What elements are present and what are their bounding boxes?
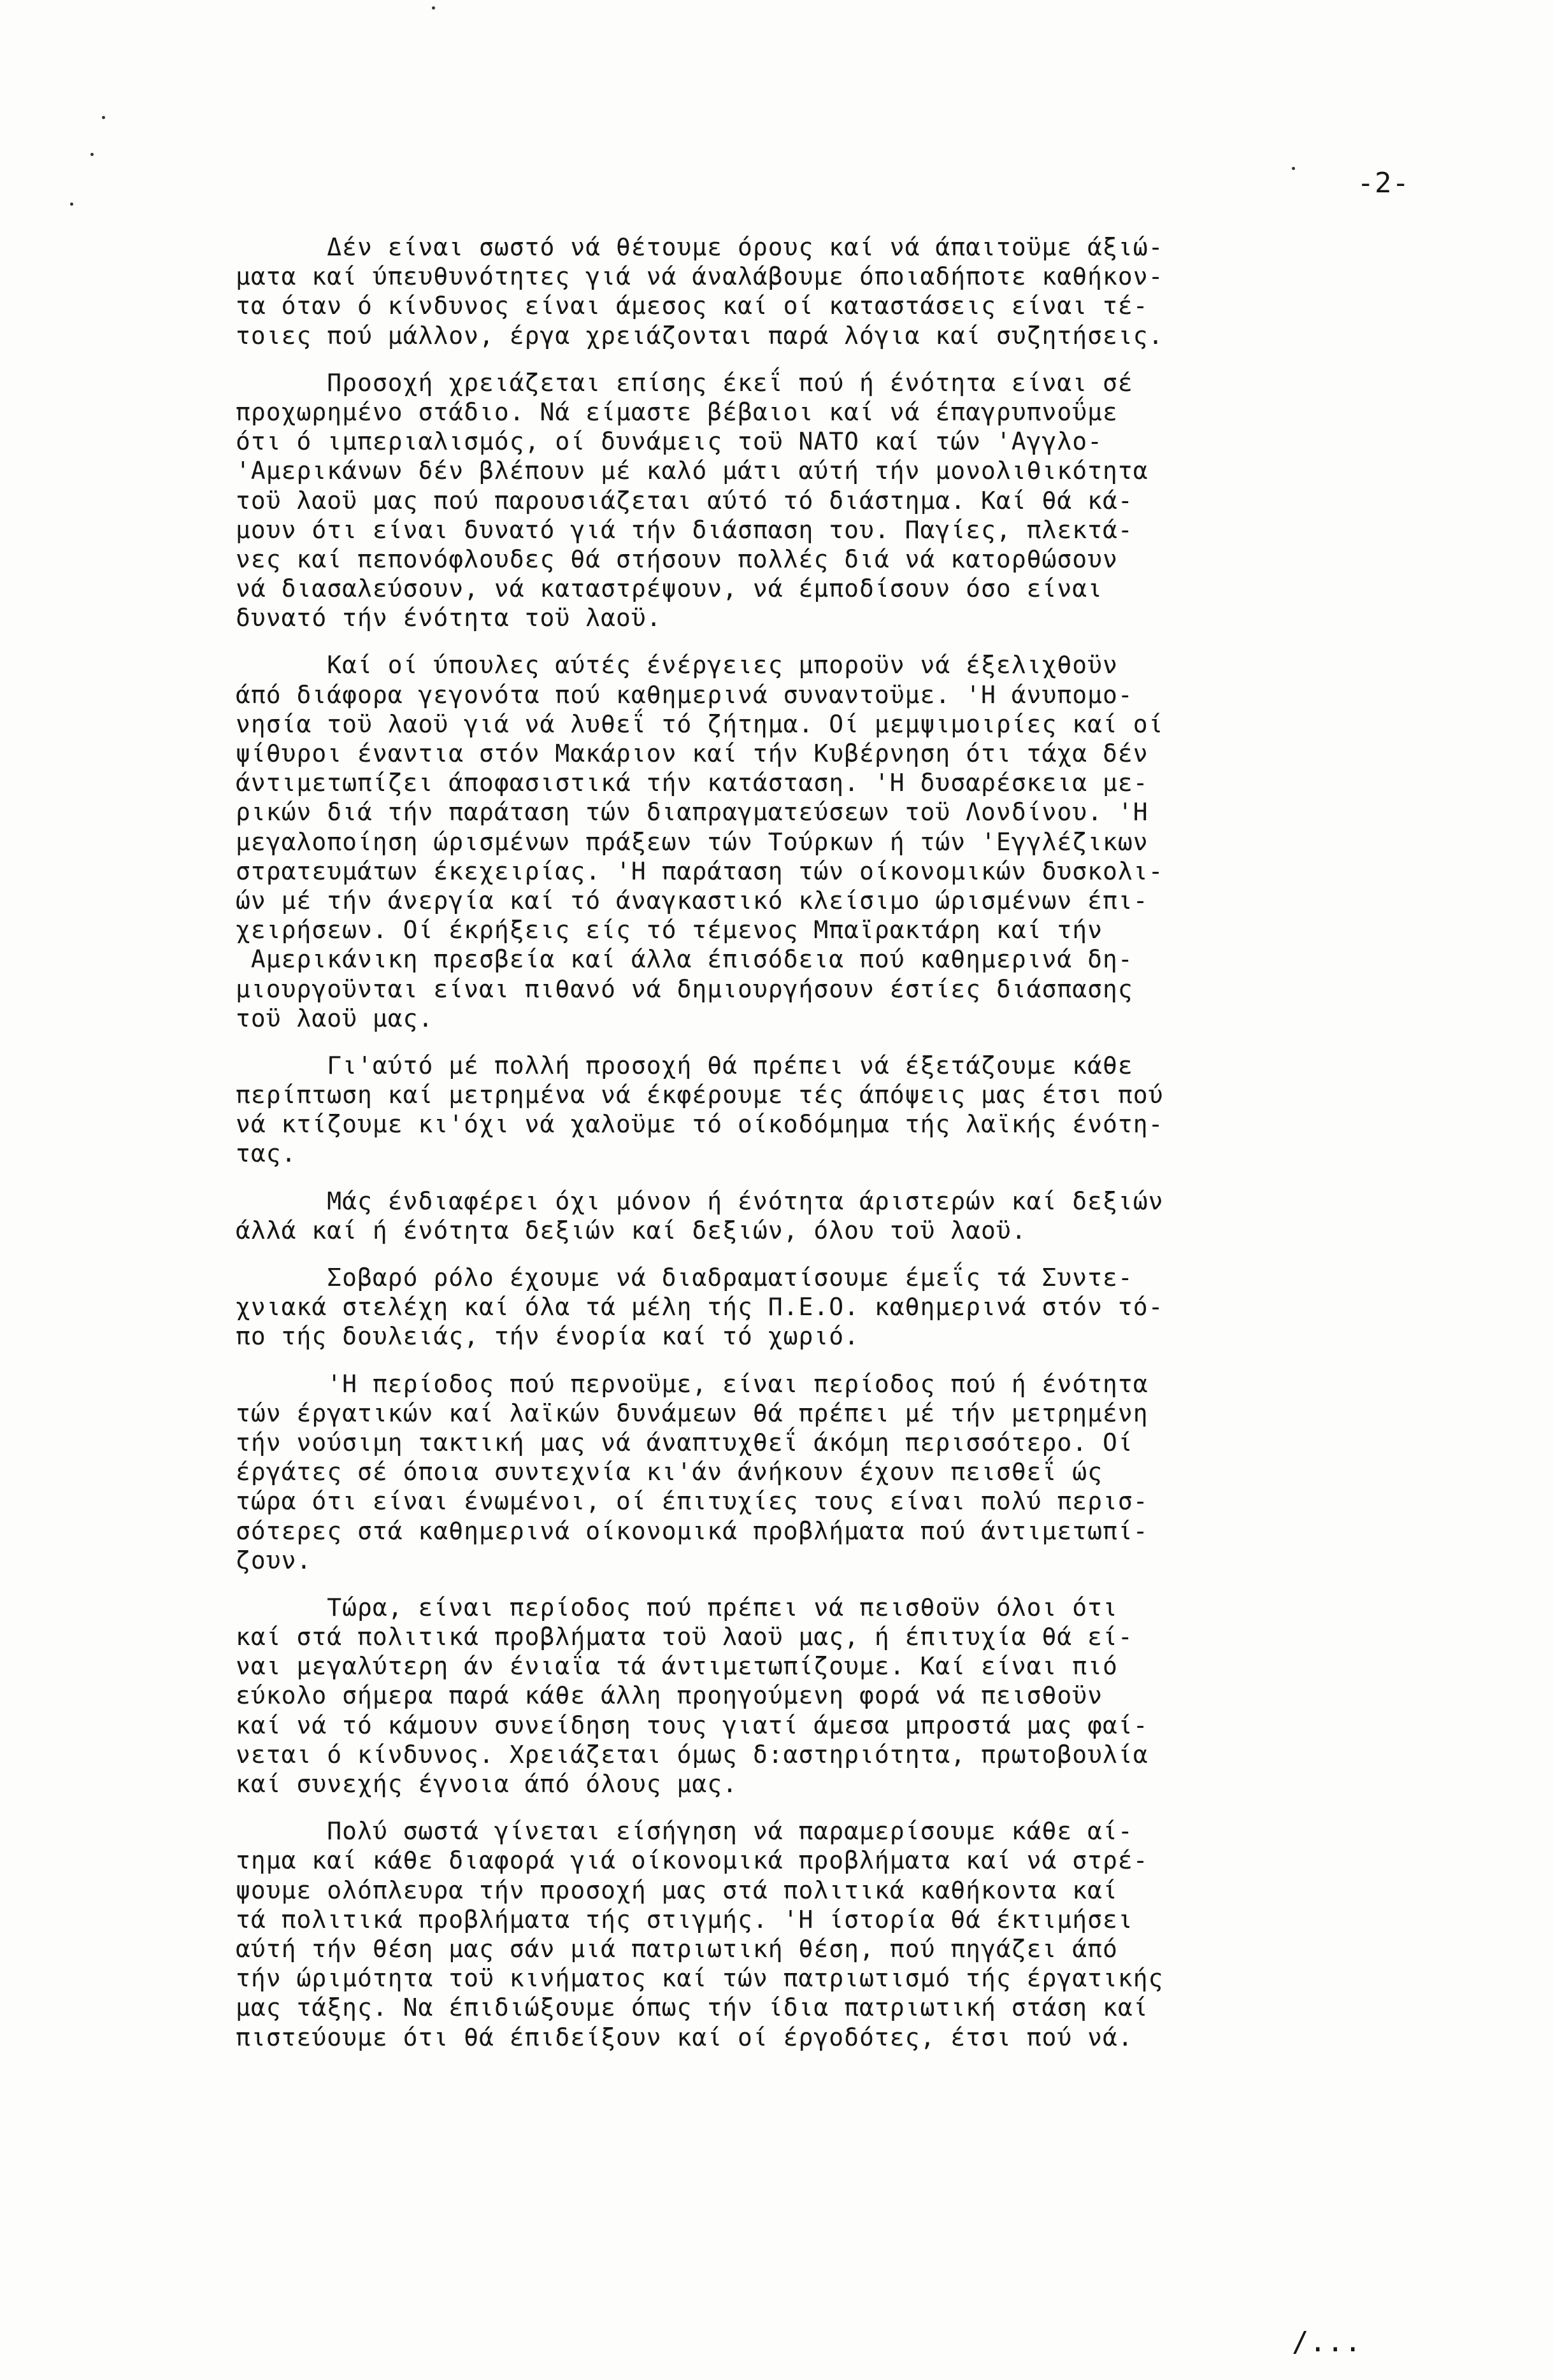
text-line: Μάς ένδιαφέρει όχι μόνον ή ένότητα άριστερών καί δεξιών [236, 1186, 1164, 1215]
ink-speck [90, 153, 94, 156]
text-line: άλλά καί ή ένότητα δεξιών καί δεξιών, όλου τοϋ λαοϋ. [236, 1216, 1027, 1244]
paragraph [236, 232, 1459, 350]
text-line: δυνατό τήν ένότητα τοϋ λαοϋ. [236, 604, 662, 632]
text-line: μιουργοϋνται είναι πιθανό νά δημιουργήσουν έστίες διάσπασης [236, 974, 1133, 1003]
text-line: νά κτίζουμε κι'όχι νά χαλοϋμε τό οίκοδόμημα τής λαϊκής ένότη- [236, 1110, 1164, 1139]
text-line: Αμερικάνικη πρεσβεία καί άλλα έπισόδεια πού καθημερινά δη- [236, 945, 1133, 974]
paragraph [236, 368, 1459, 633]
text-line: χνιακά στελέχη καί όλα τά μέλη τής Π.Ε.Ο. καθημερινά στόν τό- [236, 1293, 1164, 1322]
text-line: Προσοχή χρειάζεται επίσης έκεΐ πού ή ένότητα είναι σέ [236, 368, 1133, 397]
text-line: καί στά πολιτικά προβλήματα τοϋ λαοϋ μας, ή έπιτυχία θά εί- [236, 1623, 1133, 1651]
text-line: τοϋ λαοϋ μας. [236, 1004, 434, 1032]
text-line: τοιες πού μάλλον, έργα χρειάζονται παρά λόγια καί συζητήσεις. [236, 321, 1164, 350]
text-line: στρατευμάτων έκεχειρίας. 'Η παράταση τών οίκονομικών δυσκολι- [236, 857, 1164, 885]
paragraph [236, 1593, 1459, 1799]
text-line: άπό διάφορα γεγονότα πού καθημερινά συναντοϋμε. 'Η άνυπομο- [236, 680, 1133, 709]
text-line: ών μέ τήν άνεργία καί τό άναγκαστικό κλείσιμο ώρισμένων έπι- [236, 886, 1149, 915]
text-line: τώρα ότι είναι ένωμένοι, οί έπιτυχίες τους είναι πολύ περισ- [236, 1487, 1149, 1516]
paragraph [236, 1051, 1459, 1169]
text-line: νησία τοϋ λαοϋ γιά νά λυθεΐ τό ζήτημα. Οί μεμψιμοιρίες καί οί [236, 709, 1164, 738]
text-line: Καί οί ύπουλες αύτές ένέργειες μποροϋν νά έξελιχθοϋν [236, 651, 1118, 680]
text-line: μεγαλοποίηση ώρισμένων πράξεων τών Τούρκων ή τών 'Εγγλέζικων [236, 827, 1149, 856]
text-line: Πολύ σωστά γίνεται είσήγηση νά παραμερίσουμε κάθε αί- [236, 1817, 1133, 1846]
text-line: Γι'αύτό μέ πολλή προσοχή θά πρέπει νά έξετάζουμε κάθε [236, 1051, 1133, 1080]
text-line: προχωρημένο στάδιο. Νά είμαστε βέβαιοι καί νά έπαγρυπνοΰμε [236, 397, 1118, 426]
text-line: ρικών διά τήν παράταση τών διαπραγματεύσεων τοϋ Λονδίνου. 'Η [236, 798, 1149, 827]
text-line: αύτή τήν θέση μας σάν μιά πατριωτική θέση, πού πηγάζει άπό [236, 1934, 1118, 1963]
text-line: τών έργατικών καί λαϊκών δυνάμεων θά πρέπει μέ τήν μετρημένη [236, 1399, 1149, 1427]
text-line: άντιμετωπίζει άποφασιστικά τήν κατάσταση. 'Η δυσαρέσκεια με- [236, 769, 1149, 797]
text-line: τά πολιτικά προβλήματα τής στιγμής. 'Η ίστορία θά έκτιμήσει [236, 1905, 1133, 1934]
text-line: νεται ό κίνδυνος. Χρειάζεται όμως δ:αστηριότητα, πρωτοβουλία [236, 1740, 1149, 1769]
paragraph [236, 1186, 1459, 1245]
paragraph [236, 1369, 1459, 1575]
text-line: τήν νούσιμη τακτική μας νά άναπτυχθεΐ άκόμη περισσότερο. Οί [236, 1428, 1133, 1457]
document-body [236, 232, 1459, 2070]
text-line: περίπτωση καί μετρημένα νά έκφέρουμε τές άπόψεις μας έτσι πού [236, 1081, 1164, 1109]
text-line: χειρήσεων. Οί έκρήξεις είς τό τέμενος Μπαϊρακτάρη καί τήν [236, 916, 1103, 944]
text-line: ότι ό ιμπεριαλισμός, οί δυνάμεις τοϋ ΝΑΤΟ καί τών 'Αγγλο- [236, 427, 1103, 456]
text-line: πιστεύουμε ότι θά έπιδείξουν καί οί έργοδότες, έτσι πού νά. [236, 2023, 1133, 2051]
text-line: Τώρα, είναι περίοδος πού πρέπει νά πεισθοϋν όλοι ότι [236, 1593, 1118, 1621]
text-line: καί νά τό κάμουν συνείδηση τους γιατί άμεσα μπροστά μας φαί- [236, 1711, 1149, 1739]
text-line: 'Η περίοδος πού περνοϋμε, είναι περίοδος πού ή ένότητα [236, 1369, 1149, 1398]
text-line: μουν ότι είναι δυνατό γιά τήν διάσπαση του. Παγίες, πλεκτά- [236, 515, 1133, 544]
text-line: νά διασαλεύσουν, νά καταστρέψουν, νά έμποδίσουν όσο είναι [236, 574, 1103, 603]
text-line: έργάτες σέ όποια συντεχνία κι'άν άνήκουν έχουν πεισθεΐ ώς [236, 1458, 1103, 1486]
text-line: ναι μεγαλύτερη άν ένιαΐα τά άντιμετωπίζουμε. Καί είναι πιό [236, 1652, 1118, 1681]
text-line: μας τάξης. Να έπιδιώξουμε όπως τήν ίδια πατριωτική στάση καί [236, 1993, 1149, 2022]
text-line: τας. [236, 1139, 297, 1168]
paragraph [236, 1816, 1459, 2052]
ink-speck [70, 203, 73, 206]
text-line: πο τής δουλειάς, τήν ένορία καί τό χωριό. [236, 1322, 859, 1351]
paragraph [236, 650, 1459, 1032]
text-line: τα όταν ό κίνδυνος είναι άμεσος καί οί καταστάσεις είναι τέ- [236, 292, 1149, 320]
text-line: ψουμε ολόπλευρα τήν προσοχή μας στά πολιτικά καθήκοντα καί [236, 1876, 1118, 1904]
page-number: -2- [1357, 167, 1410, 199]
text-line: τημα καί κάθε διαφορά γιά οίκονομικά προβλήματα καί νά στρέ- [236, 1846, 1149, 1875]
text-line: εύκολο σήμερα παρά κάθε άλλη προηγούμενη φορά νά πεισθοϋν [236, 1681, 1103, 1710]
text-line: ματα καί ύπευθυνότητες γιά νά άναλάβουμε όποιαδήποτε καθήκον- [236, 262, 1164, 291]
text-line: τήν ώριμότητα τοϋ κινήματος καί τών πατριωτισμό τής έργατικής [236, 1964, 1164, 1993]
continuation-mark: /... [1292, 2326, 1362, 2358]
text-line: ψίθυροι έναντια στόν Μακάριον καί τήν Κυβέρνηση ότι τάχα δέν [236, 739, 1149, 767]
text-line: τοϋ λαοϋ μας πού παρουσιάζεται αύτό τό διάστημα. Καί θά κά- [236, 486, 1133, 515]
text-line: 'Αμερικάνων δέν βλέπουν μέ καλό μάτι αύτή τήν μονολιθικότητα [236, 457, 1149, 485]
text-line: Δέν είναι σωστό νά θέτουμε όρους καί νά άπαιτοϋμε άξιώ- [236, 233, 1164, 261]
text-line: νες καί πεπονόφλουδες θά στήσουν πολλές διά νά κατορθώσουν [236, 545, 1118, 573]
text-line: Σοβαρό ρόλο έχουμε νά διαδραματίσουμε έμεΐς τά Συντε- [236, 1264, 1133, 1292]
text-line: καί συνεχής έγνοια άπό όλους μας. [236, 1770, 738, 1798]
text-line: σότερες στά καθημερινά οίκονομικά προβλήματα πού άντιμετωπί- [236, 1516, 1149, 1545]
text-line: ζουν. [236, 1546, 312, 1574]
ink-speck [432, 6, 435, 10]
paragraph [236, 1263, 1459, 1351]
ink-speck [1292, 167, 1295, 170]
ink-speck [102, 116, 105, 119]
